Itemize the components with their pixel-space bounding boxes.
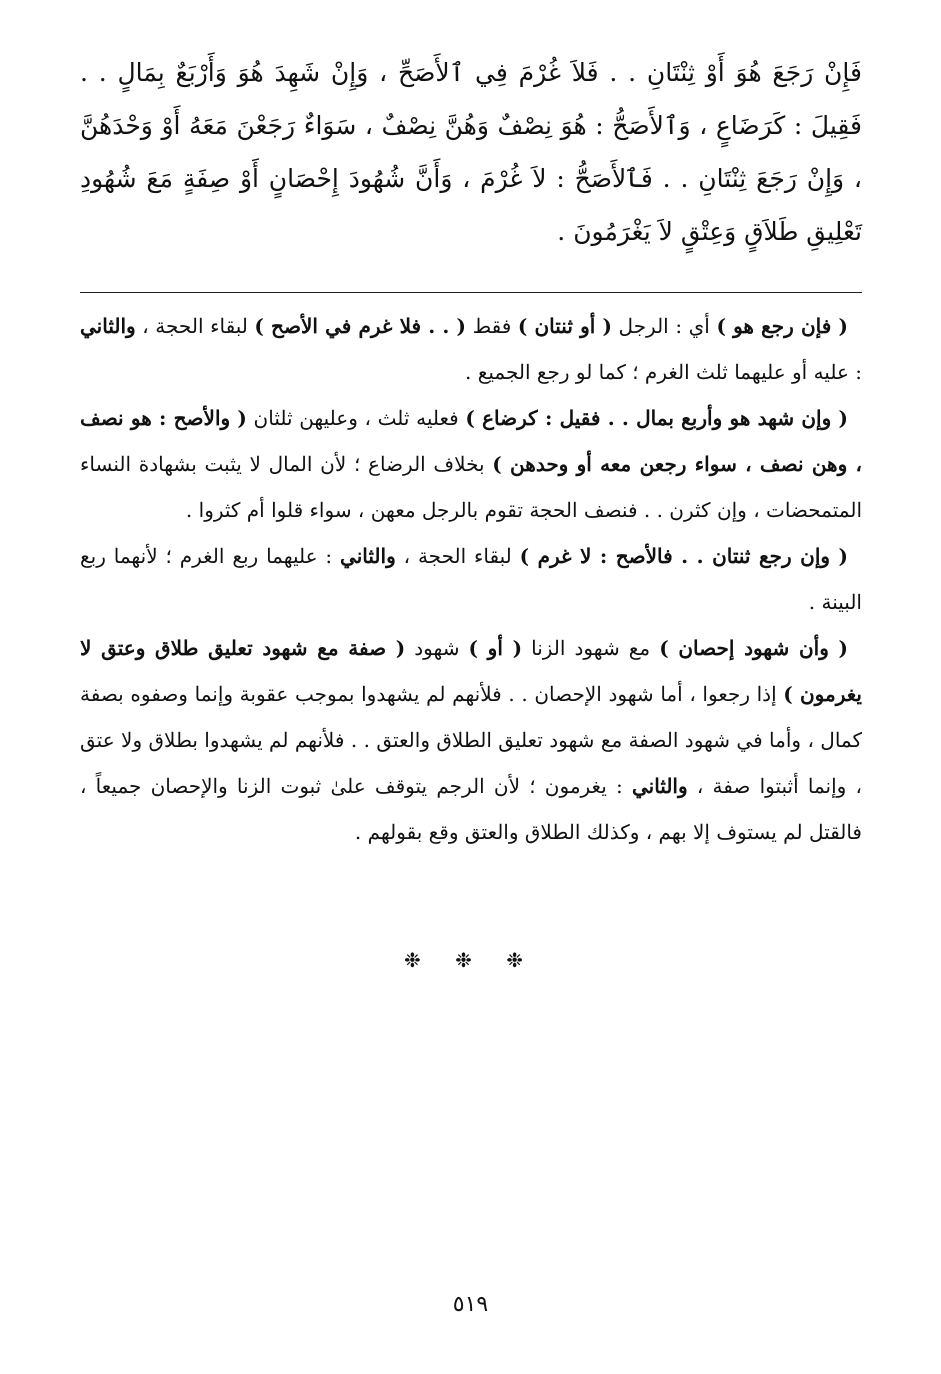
second-opinion-label: والثاني [80,314,136,338]
text: أي : الرجل [611,314,717,338]
text: : عليه أو عليهما ثلث الغرم ؛ كما لو رجع الجميع . [465,360,862,384]
text: : عليهما ربع الغرم ؛ لأنهما ربع البينة . [80,544,862,614]
matn-text: فَإِنْ رَجَعَ هُوَ أَوْ ثِنْتَانِ . . فَلاَ غُرْمَ فِي ٱلأَصَحِّ ، وَإِنْ شَهِدَ هُوَ وَأَرْبَعٌ بِمَالٍ . . فَقِيلَ : كَرَضَاعٍ ، وَٱلأَصَحُّ : هُوَ نِصْفٌ وَهُنَّ نِصْفٌ ، سَوَاءٌ رَجَعْنَ مَعَهُ أَوْ وَحْدَهُنَّ ، وَإِنْ رَجَعَ ثِنْتَانِ . . فَٱلأَصَحُّ : لاَ غُرْمَ ، وَأَنَّ شُهُودَ إِحْصَانٍ أَوْ صِفَةٍ مَعَ شُهُودِ تَعْلِيقِ طَلاَقٍ وَعِتْقٍ لاَ يَغْرَمُونَ . [80,58,862,246]
sharh-commentary [80,303,862,855]
quote: ( والأصح : هو نصف ، وهن نصف ، سواء رجعن معه أو وحدهن ) [80,406,863,476]
text: إذا رجعوا ، أما شهود الإحصان . . فلأنهم لم يشهدوا بموجب عقوبة وإنما وصفوه بصفة كمال ، وأما في شهود الصفة مع شهود تعليق الطلاق والعتق . . فلأنهم لم يشهدوا بطلاق ولا عتق ، وإنما أثبتوا صفة ، [80,682,862,798]
page-number: ٥١٩ [452,1292,489,1317]
second-opinion-label: والثاني [340,544,396,568]
text: : يغرمون ؛ لأن الرجم يتوقف علىٰ ثبوت الزنا والإحصان جميعاً ، فالقتل لم يستوف إلا بهم ، وكذلك الطلاق والعتق وقع بقولهم . [80,774,862,844]
quote: ( صفة مع شهود تعليق طلاق وعتق لا يغرمون ) [80,636,862,706]
text: لبقاء الحجة ، [135,314,255,338]
quote: ( . . فلا غرم في الأصح ) [254,314,467,338]
text: فقط [466,314,518,338]
text: لبقاء الحجة ، [395,544,520,568]
sharh-paragraph-2 [80,395,862,533]
quote: ( أو ثنتان ) [517,314,612,338]
quote: ( وأن شهود إحصان ) [659,636,848,660]
section-separator-stars: ❉ ❉ ❉ [404,948,537,972]
quote: ( وإن رجع ثنتان . . فالأصح : لا غرم ) [519,544,848,568]
quote: ( فإن رجع هو ) [716,314,848,338]
sharh-paragraph-4 [80,625,862,855]
sharh-paragraph-3 [80,533,862,625]
text: بخلاف الرضاع ؛ لأن المال لا يثبت بشهادة النساء المتمحضات ، وإن كثرن . . فنصف الحجة تقوم بالرجل معهن ، سواء قلوا أم كثروا . [80,452,862,522]
page-body [80,46,862,855]
quote: ( أو ) [468,636,523,660]
text: شهود [405,636,469,660]
text: فعليه ثلث ، وعليهن ثلثان [246,406,466,430]
quote: ( وإن شهد هو وأربع بمال . . فقيل : كرضاع ) [465,406,848,430]
text: مع شهود الزنا [522,636,660,660]
footnote-rule [80,292,862,293]
sharh-paragraph-1 [80,303,862,395]
second-opinion-label: والثاني [631,774,688,798]
